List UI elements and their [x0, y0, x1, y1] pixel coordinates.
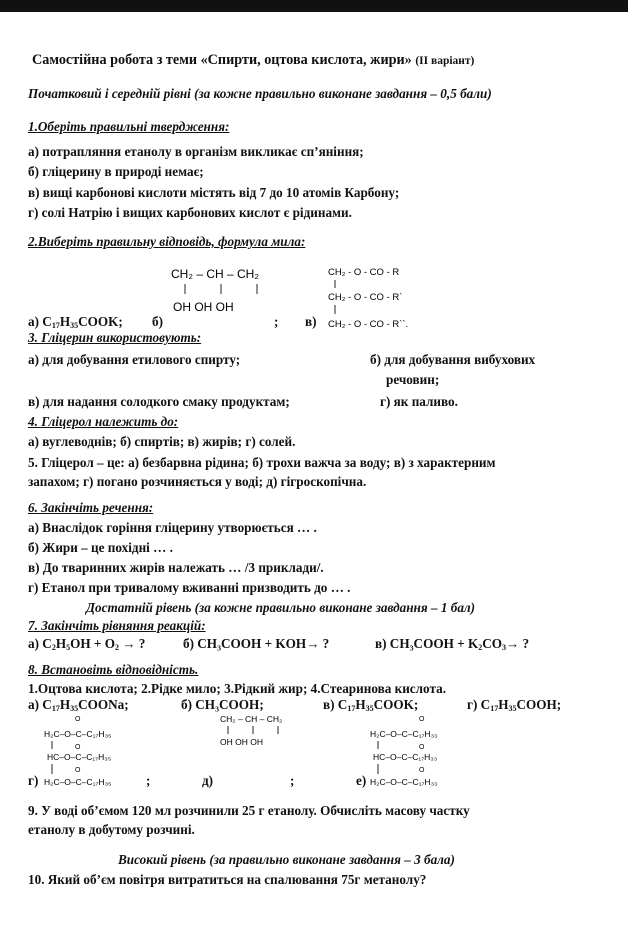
q8-option-e: е)	[356, 773, 367, 788]
page-title	[32, 52, 474, 69]
q4-heading: 4. Гліцерол належить до:	[28, 414, 179, 429]
q7-reaction-b: б) CH₃COOH + KOH→ ?	[183, 636, 330, 651]
q5-line1: 5. Гліцерол – це: а) безбарвна рідина; б) трохи важча за воду; в) з характерним	[28, 455, 496, 470]
svg-text:H₂C–O–C–C₁₇H₃₃: H₂C–O–C–C₁₇H₃₃	[370, 729, 438, 739]
q10-text: 10. Який об’єм повітря витратиться на спалювання 75г метанолу?	[28, 872, 427, 887]
q8-option-d-label: д)	[202, 773, 214, 788]
svg-text:H₂C–O–C–C₁₇H₃₃: H₂C–O–C–C₁₇H₃₃	[370, 777, 438, 787]
tristearin-structure	[44, 712, 154, 790]
q1-item: г) солі Натрію і вищих карбонових кислот є рідинами.	[28, 205, 352, 220]
q1-item: а) потрапляння етанолу в організм викликає сп’яніння;	[28, 144, 364, 159]
q8-semicolon: ;	[290, 773, 295, 788]
svg-text:H₂C–O–C–C₁₇H₃₅: H₂C–O–C–C₁₇H₃₅	[44, 729, 112, 739]
q1-heading: 1.Оберіть правильні твердження:	[28, 119, 230, 134]
svg-text:HC–O–C–C₁₇H₃₅: HC–O–C–C₁₇H₃₅	[47, 752, 112, 762]
q9-line1: 9. У воді об’ємом 120 мл розчинили 25 г етанолу. Обчисліть масову частку	[28, 803, 470, 818]
top-dark-bar	[0, 0, 628, 12]
q3-option-d: г) як паливо.	[380, 394, 458, 409]
level2-heading: Достатній рівень (за кожне правильно виконане завдання – 1 бал)	[86, 600, 476, 615]
q6-heading: 6. Закінчіть речення:	[28, 500, 154, 515]
svg-text:O: O	[75, 744, 81, 751]
level3-heading: Високий рівень (за правильно виконане завдання – 3 бала)	[118, 852, 455, 867]
q9-line2: етанолу в добутому розчині.	[28, 822, 195, 837]
svg-text:CH₂ – CH – CH₂: CH₂ – CH – CH₂	[220, 714, 283, 724]
q2-option-a: а) $C_{17}H_{35}COOK$;	[28, 314, 123, 330]
q2-heading: 2.Виберіть правильну відповідь, формула мила:	[28, 234, 306, 249]
q1-item: в) вищі карбонові кислоти містять від 7 до 10 атомів Карбону;	[28, 185, 400, 200]
q8-option-d: г) $C_{17}H_{35}COOH$;	[467, 697, 562, 713]
svg-text:O: O	[75, 767, 81, 774]
svg-text:H₂C–O–C–C₁₇H₃₅: H₂C–O–C–C₁₇H₃₅	[44, 777, 112, 787]
triolein-structure	[370, 712, 480, 790]
q6-item: в) До тваринних жирів належать … /3 приклади/.	[28, 560, 324, 575]
glycerol-bottom: OH OH OH	[173, 300, 234, 314]
q8-option-c: в) $C_{17}H_{35}COOK$;	[323, 697, 419, 713]
q3-option-a: а) для добування етилового спирту;	[28, 352, 241, 367]
q6-item: б) Жири – це похідні … .	[28, 540, 173, 555]
level1-heading: Початковий і середній рівні (за кожне правильно виконане завдання – 0,5 бали)	[28, 86, 492, 101]
q3-option-c: в) для надання солодкого смаку продуктам;	[28, 394, 290, 409]
q2-option-c: в)	[305, 314, 317, 329]
q6-item: а) Внаслідок горіння гліцерину утворюється … .	[28, 520, 317, 535]
q8-list: 1.Оцтова кислота; 2.Рідке мило; 3.Рідкий жир; 4.Стеаринова кислота.	[28, 681, 447, 696]
q3-option-b: б) для добування вибухових	[370, 352, 536, 367]
q3-option-b-cont: речовин;	[386, 372, 440, 387]
fat-row: CH₂ - O - CO - R	[328, 267, 400, 278]
q3-heading: 3. Гліцерин використовують:	[28, 330, 202, 345]
svg-text:HC–O–C–C₁₇H₃₃: HC–O–C–C₁₇H₃₃	[373, 752, 438, 762]
q8-heading: 8. Встановіть відповідність.	[28, 662, 199, 677]
q8-option-a: а) $C_{17}H_{35}COONa$;	[28, 697, 129, 713]
q8-option-g: г)	[28, 773, 39, 788]
title-variant: (ІІ варіант)	[415, 55, 475, 67]
title-text: Самостійна робота з теми «Спирти, оцтова кислота, жири»	[32, 52, 412, 68]
q7-heading: 7. Закінчіть рівняння реакцій:	[28, 618, 206, 633]
fat-row: CH₂ - O - CO - R`	[328, 292, 403, 303]
q8-option-b: б) CH₃COOH;	[181, 697, 264, 712]
q7-reaction-c: в) CH₃COOH + $K_2CO_3\to$ ?	[375, 636, 530, 652]
q2-option-b: б)	[152, 314, 163, 329]
svg-text:O: O	[419, 767, 425, 774]
svg-text:O: O	[419, 716, 425, 723]
q7-reaction-a: а) $C_2H_5OH + O_2$ → ?	[28, 636, 146, 652]
q8-semicolon: ;	[146, 773, 151, 788]
q1-item: б) гліцерину в природі немає;	[28, 164, 204, 179]
svg-text:O: O	[75, 716, 81, 723]
glycerol-top: CH₂ – CH – CH₂	[171, 267, 259, 281]
q5-line2: запахом; г) погано розчиняється у воді; д) гігроскопічна.	[28, 474, 367, 489]
glycerol-structure	[165, 262, 285, 318]
q2-semicolon: ;	[274, 314, 279, 329]
glycerol-small-structure	[218, 712, 298, 750]
svg-text:O: O	[419, 744, 425, 751]
q4-options: а) вуглеводнів; б) спиртів; в) жирів; г) солей.	[28, 434, 296, 449]
fat-row: CH₂ - O - CO - R``.	[328, 319, 409, 330]
svg-text:OH OH OH: OH OH OH	[220, 737, 263, 747]
q6-item: г) Етанол при тривалому вживанні призводить до … .	[28, 580, 351, 595]
fat-structure	[328, 264, 448, 332]
